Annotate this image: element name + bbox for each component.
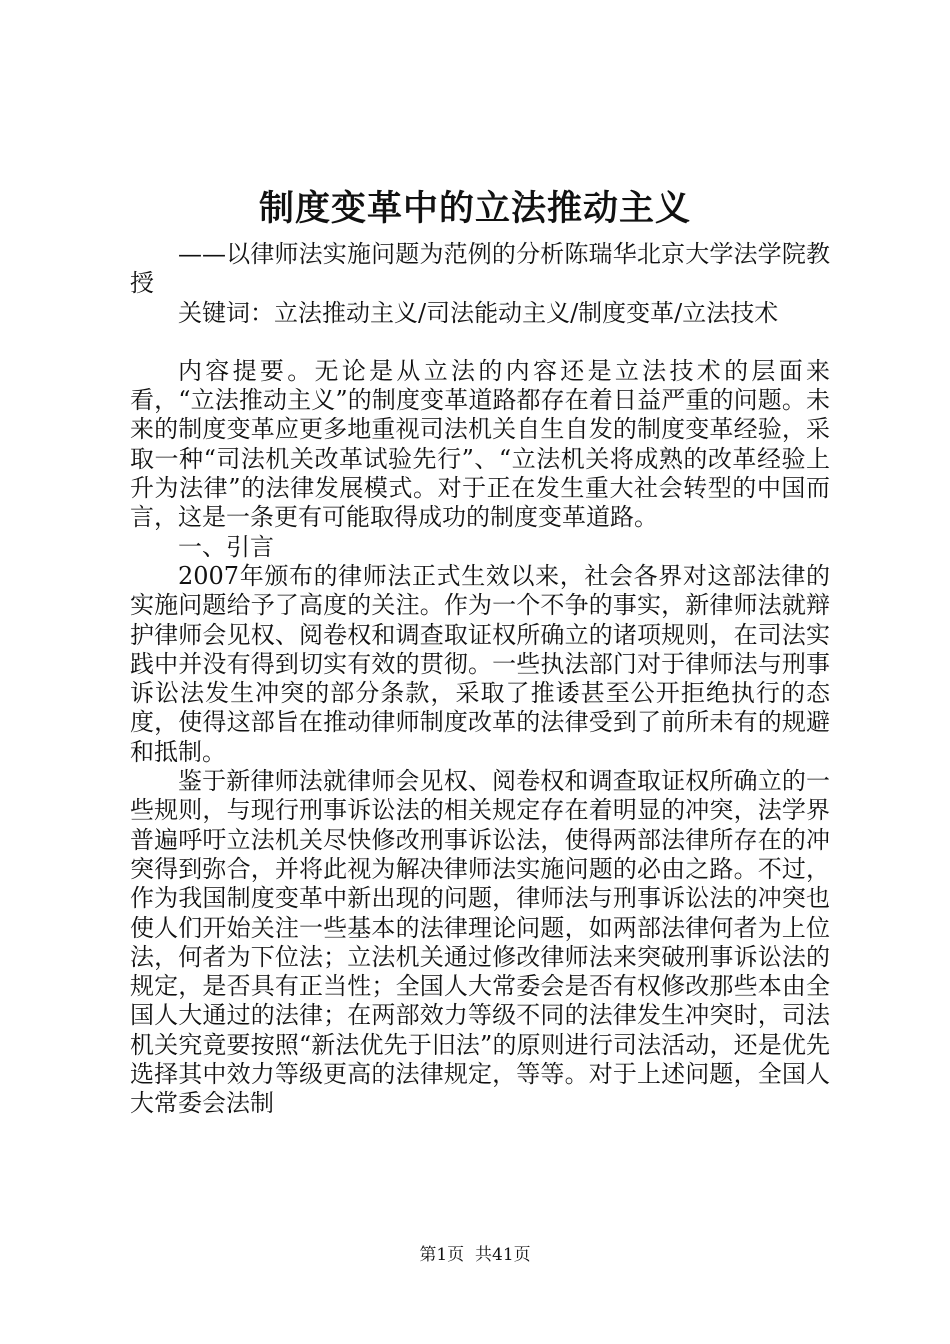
abstract-paragraph: 内容提要。无论是从立法的内容还是立法技术的层面来看，“立法推动主义”的制度变革道路都存在着日益严重的问题。未来的制度变革应更多地重视司法机关自生自发的制度变革经验，采取一种“司法机关改革试验先行”、“立法机关将成熟的改革经验上升为法律”的法律发展模式。对于正在发生重大社会转型的中国而言，这是一条更有可能取得成功的制度变革道路。	[130, 356, 830, 532]
document-body	[130, 240, 830, 1119]
keywords: 关键词：立法推动主义/司法能动主义/制度变革/立法技术	[178, 298, 779, 327]
body-paragraph: 2007年颁布的律师法正式生效以来，社会各界对这部法律的实施问题给予了高度的关注。作为一个不争的事实，新律师法就辩护律师会见权、阅卷权和调查取证权所确立的诸项规则，在司法实践中并没有得到切实有效的贯彻。一些执法部门对于律师法与刑事诉讼法发生冲突的部分条款，采取了推诿甚至公开拒绝执行的态度，使得这部旨在推动律师制度改革的法律受到了前所未有的规避和抵制。	[130, 561, 830, 766]
page-number: 第1页	[419, 1245, 465, 1265]
body-paragraph: 鉴于新律师法就律师会见权、阅卷权和调查取证权所确立的一些规则，与现行刑事诉讼法的相关规定存在着明显的冲突，法学界普遍呼吁立法机关尽快修改刑事诉讼法，使得两部法律所存在的冲突得到弥合，并将此视为解决律师法实施问题的必由之路。不过，作为我国制度变革中新出现的问题，律师法与刑事诉讼法的冲突也使人们开始关注一些基本的法律理论问题，如两部法律何者为上位法，何者为下位法；立法机关通过修改律师法来突破刑事诉讼法的规定，是否具有正当性；全国人大常委会是否有权修改那些本由全国人大通过的法律；在两部效力等级不同的法律发生冲突时，司法机关究竟要按照“新法优先于旧法”的原则进行司法活动，还是优先选择其中效力等级更高的法律规定，等等。对于上述问题，全国人大常委会法制	[130, 767, 830, 1118]
subtitle: ——以律师法实施问题为范例的分析陈瑞华北京大学法学院教授	[130, 240, 830, 298]
document-title: 制度变革中的立法推动主义	[258, 188, 691, 229]
total-pages: 共41页	[475, 1245, 531, 1265]
page-footer	[0, 1244, 950, 1266]
section-heading: 一、引言	[178, 532, 274, 561]
